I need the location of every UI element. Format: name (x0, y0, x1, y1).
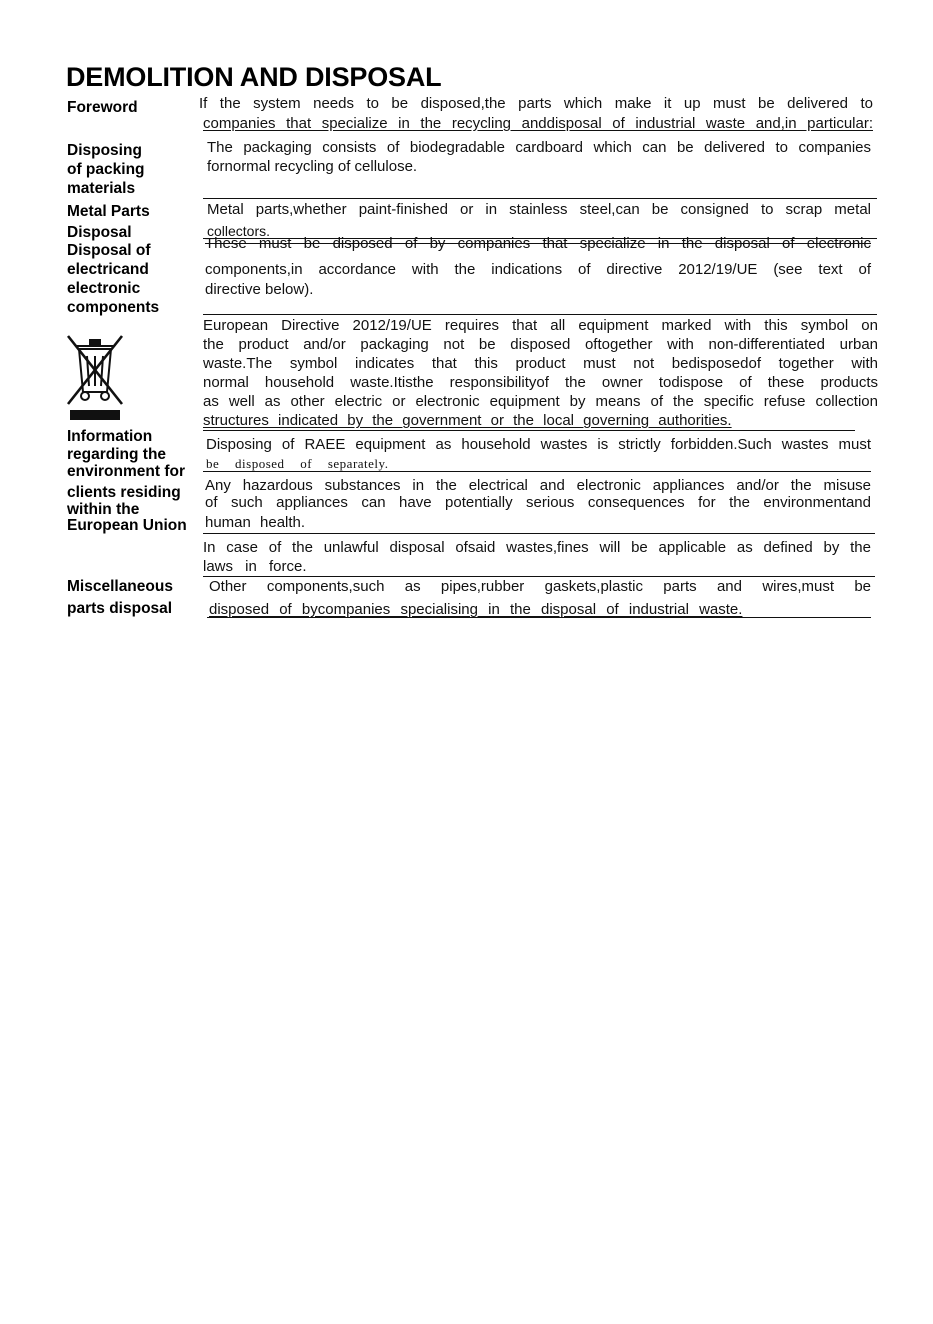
electric-line-1: These must be disposed of by companies that specialize in the disposal of electronic (205, 235, 871, 252)
electric-text (205, 236, 871, 299)
eu-label-3: environment for (67, 463, 185, 480)
electric-label-2: Disposal of (67, 242, 151, 259)
misc-label-1: Miscellaneous (67, 578, 173, 595)
eu-label-4: clients residing (67, 484, 181, 501)
foreword-text (199, 94, 873, 133)
packing-label-3: materials (67, 180, 136, 197)
eu-label-1: Information (67, 428, 153, 445)
foreword-label: Foreword (67, 99, 138, 116)
eu-paragraph-2 (206, 435, 871, 473)
foreword-line-2: companies that specialize in the recycling anddisposal of industrial waste and,in particular: (203, 115, 873, 132)
eu-paragraph-1 (203, 316, 878, 430)
packing-label-2: of packing (67, 161, 145, 178)
eu-p1-line-1: European Directive 2012/19/UE requires that all equipment marked with this symbol on (203, 317, 878, 334)
electric-line-2: components,in accordance with the indications of directive 2012/19/UE (see text of (205, 261, 871, 278)
eu-label-2: regarding the (67, 446, 167, 463)
foreword-line-1: If the system needs to be disposed,the parts which make it up must be delivered to (199, 95, 873, 112)
eu-paragraph-3 (205, 477, 871, 532)
eu-label-6: European Union (67, 517, 187, 534)
eu-p1-line-5: as well as other electric or electronic equipment by means of the specific refuse collection (203, 393, 878, 410)
eu-p4-line-2: laws in force. (203, 558, 307, 575)
eu-p3-line-3: human health. (205, 514, 306, 531)
electric-label-4: electronic (67, 280, 141, 297)
page-title: DEMOLITION AND DISPOSAL (66, 62, 442, 92)
metal-line-2: collectors. (207, 223, 271, 239)
packing-label-1: Disposing (67, 142, 142, 159)
misc-line-1: Other components,such as pipes,rubber gaskets,plastic parts and wires,must be (209, 578, 871, 595)
crossed-out-wheelie-bin-icon (62, 332, 132, 424)
metal-label: Metal Parts (67, 203, 150, 220)
eu-p4-line-1: In case of the unlawful disposal ofsaid wastes,fines will be applicable as defined by the (203, 539, 871, 556)
divider (203, 471, 871, 472)
packing-line-2: fornormal recycling of cellulose. (207, 158, 418, 175)
eu-paragraph-4 (203, 538, 871, 576)
packing-line-1: The packaging consists of biodegradable cardboard which can be delivered to companies (207, 139, 871, 156)
eu-p1-line-2: the product and/or packaging not be disposed oftogether with non-differentiated urban (203, 336, 878, 353)
electric-line-3: directive below). (205, 281, 314, 298)
misc-line-2: disposed of bycompanies specialising in the disposal of industrial waste. (209, 601, 743, 618)
electric-label-1: Disposal (67, 224, 132, 241)
eu-p1-line-3: waste.The symbol indicates that this product must not bedisposedof together with (203, 355, 878, 372)
eu-p3-line-2: of such appliances can have potentially serious consequences for the environmentand (205, 494, 871, 511)
misc-label-2: parts disposal (67, 600, 173, 617)
divider (203, 430, 855, 431)
eu-p2-line-1: Disposing of RAEE equipment as household wastes is strictly forbidden.Such wastes must (206, 436, 871, 453)
weee-underline-bar (70, 410, 120, 420)
eu-p1-line-6: structures indicated by the government or the local governing authorities. (203, 412, 732, 429)
divider (203, 198, 877, 199)
divider (203, 314, 877, 315)
eu-p1-line-4: normal household waste.Itisthe responsibilityof the owner todispose of these products (203, 374, 878, 391)
packing-text (207, 138, 871, 176)
metal-line-1: Metal parts,whether paint-finished or in stainless steel,can be consigned to scrap metal (207, 201, 871, 218)
electric-label-5: components (67, 299, 160, 316)
divider (203, 533, 875, 534)
divider (207, 617, 871, 618)
electric-label-3: electricand (67, 261, 149, 278)
eu-p3-line-1: Any hazardous substances in the electrical and electronic appliances and/or the misuse (205, 477, 871, 494)
misc-text (209, 577, 871, 619)
eu-p2-line-2: be disposed of separately. (206, 456, 389, 471)
eu-label-5: within the (67, 501, 140, 518)
